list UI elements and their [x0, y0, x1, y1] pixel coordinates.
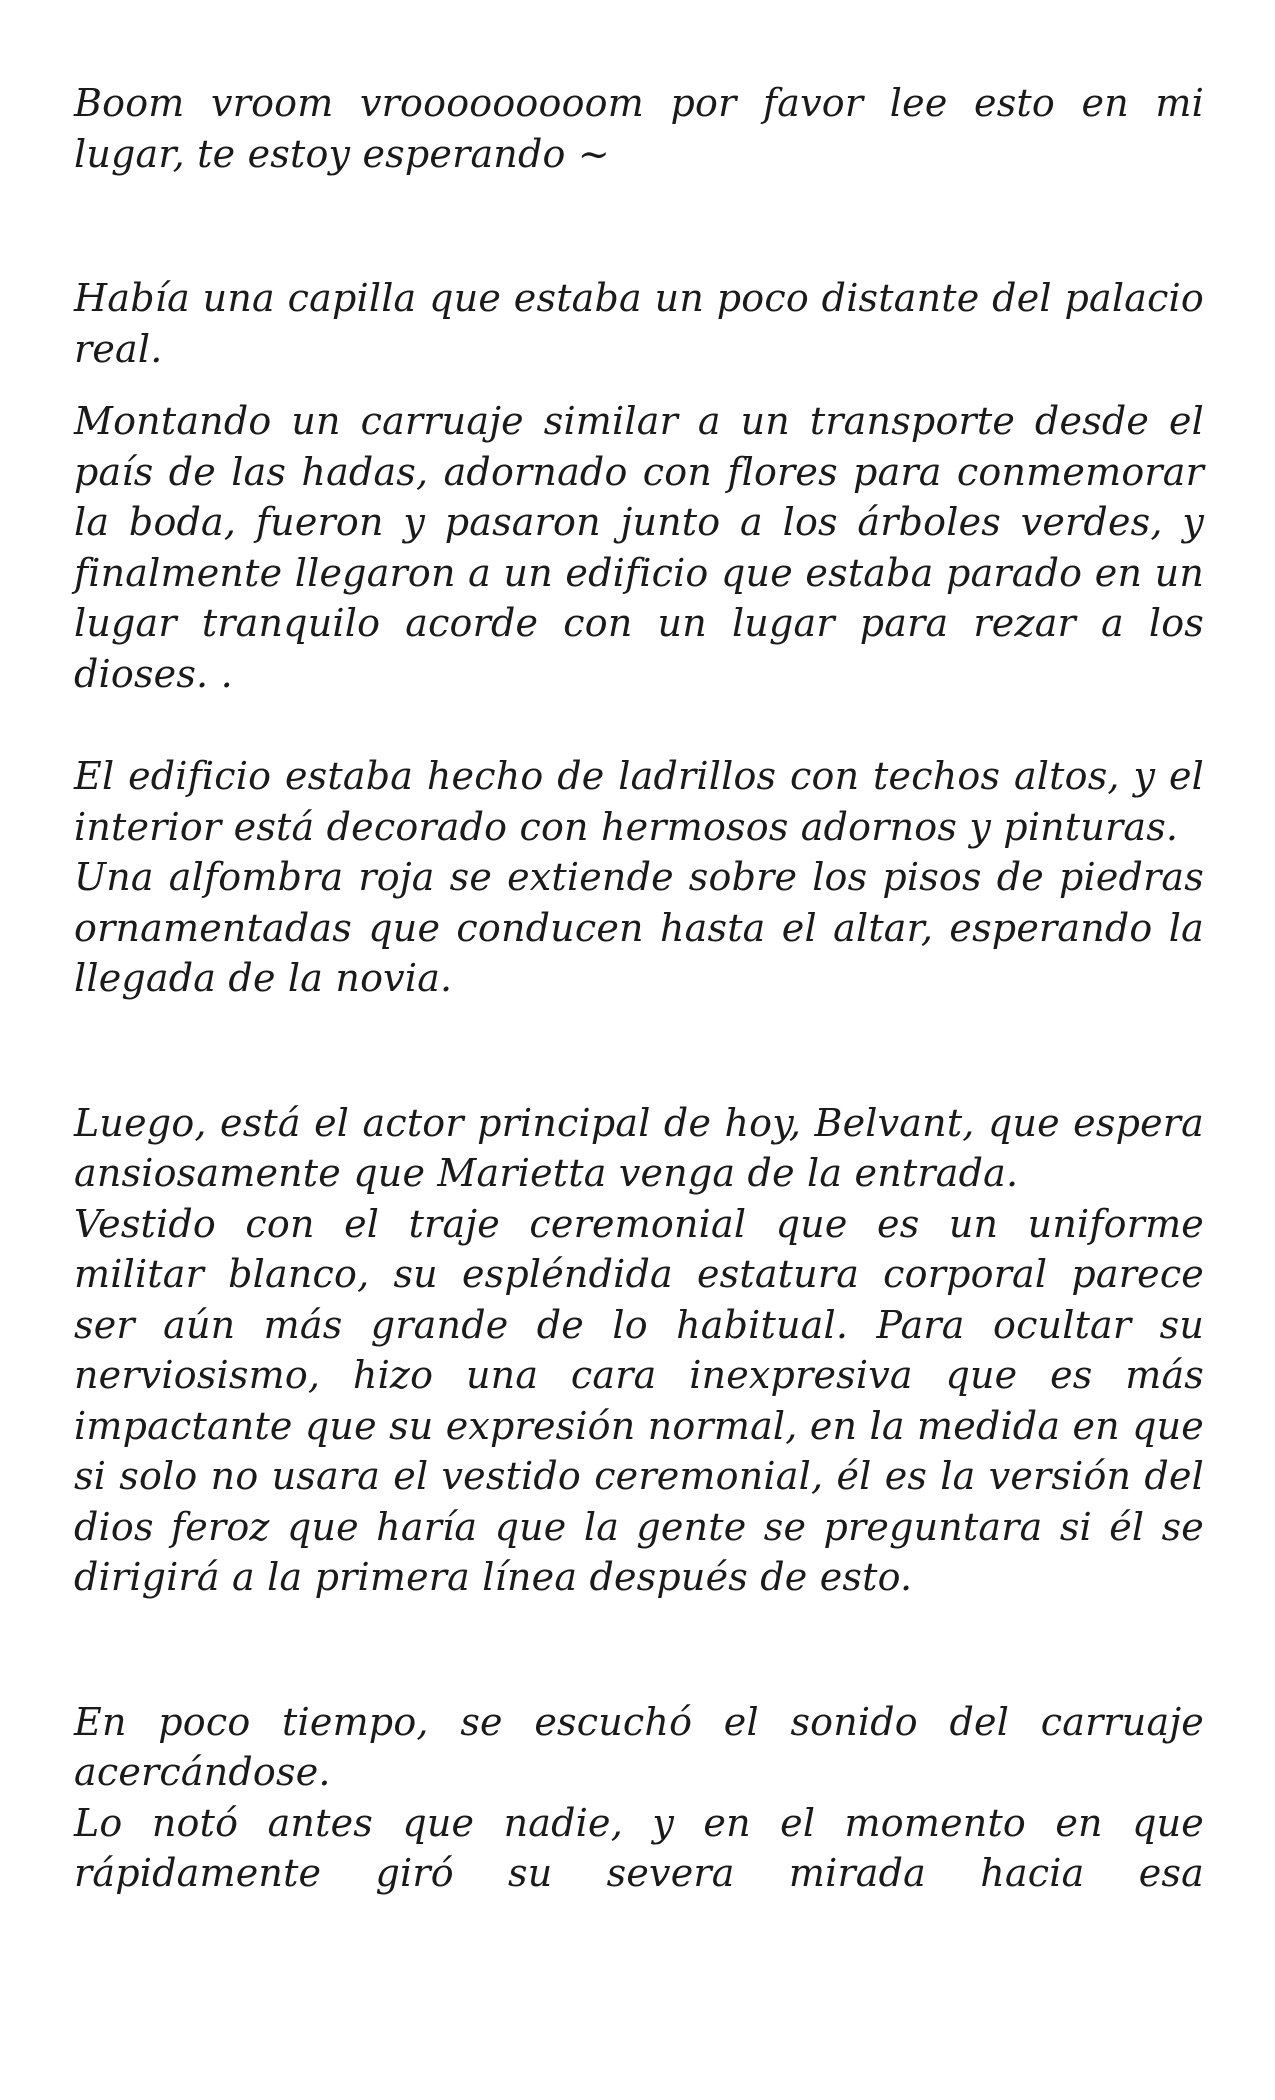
paragraph-author-note: Boom vroom vrooooooooom por favor lee esto en mi lugar, te estoy esperando ~ — [74, 81, 1204, 176]
paragraph-ceremonial-suit: Vestido con el traje ceremonial que es un uniforme militar blanco, su espléndida estatura corporal parece ser aún más grande de lo habitual. Para ocultar su nerviosismo, hizo una cara inexpresiva que es más impactante que su expresión normal, en la medida en que si solo no usara el vestido ceremonial, él es la versión del dios feroz que haría que la gente se preguntara si él se dirigirá a la primera línea después de esto. — [74, 1201, 1204, 1599]
paragraph-spacer — [74, 699, 1204, 751]
paragraph-belvant: Luego, está el actor principal de hoy, Belvant, que espera ansiosamente que Marietta venga de la entrada. — [74, 1100, 1204, 1195]
paragraph-carriage: Montando un carruaje similar a un transporte desde el país de las hadas, adornado con flores para conmemorar la boda, fueron y pasaron junto a los árboles verdes, y finalmente llegaron a un edificio que estaba parado en un lugar tranquilo acorde con un lugar para rezar a los dioses. . — [74, 399, 1204, 696]
paragraph-noticed: Lo notó antes que nadie, y en el momento en que rápidamente giró su severa mirada hacia esa — [74, 1800, 1204, 1895]
document-page — [74, 78, 1204, 1899]
paragraph-spacer — [74, 179, 1204, 273]
paragraph-chapel: Había una capilla que estaba un poco distante del palacio real. — [74, 276, 1204, 371]
paragraph-building: El edificio estaba hecho de ladrillos con techos altos, y el interior está decorado con hermosos adornos y pinturas. — [74, 754, 1204, 849]
paragraph-carriage-sound: En poco tiempo, se escuchó el sonido del carruaje acercándose. — [74, 1699, 1204, 1794]
paragraph-carpet: Una alfombra roja se extiende sobre los pisos de piedras ornamentadas que conducen hasta el altar, esperando la llegada de la novia. — [74, 855, 1204, 1000]
paragraph-spacer — [74, 1004, 1204, 1098]
paragraph-spacer — [74, 374, 1204, 396]
paragraph-spacer — [74, 1603, 1204, 1697]
